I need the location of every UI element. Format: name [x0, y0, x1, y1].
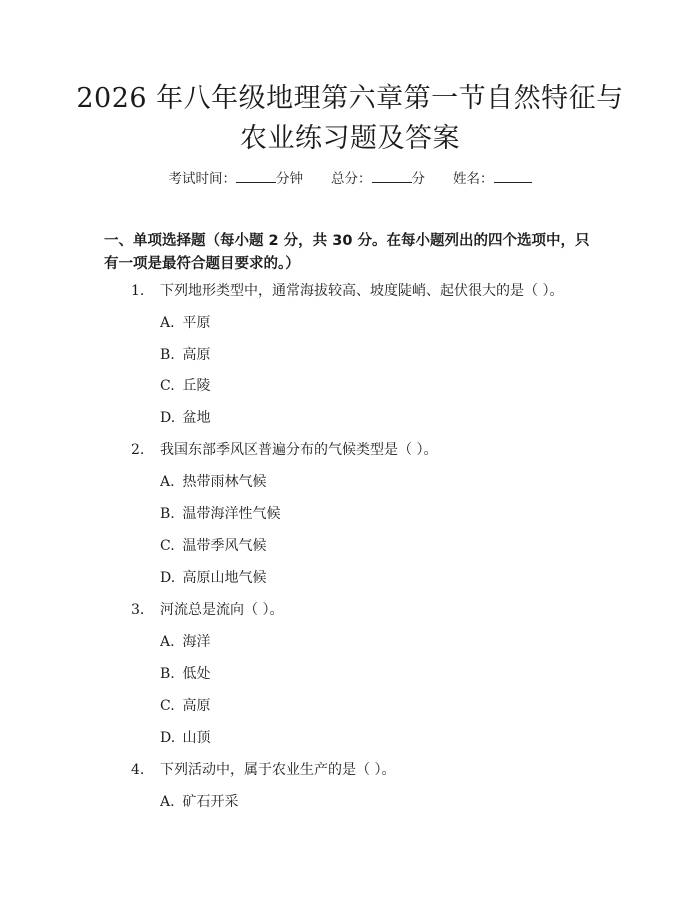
exam-info-row [0, 168, 700, 189]
option-letter: B. [160, 506, 175, 522]
option-text: 低处 [182, 666, 211, 682]
exam-time-field [169, 168, 304, 189]
option-text: 海洋 [182, 634, 211, 650]
total-score-blank[interactable] [372, 168, 412, 183]
option-text: 矿石开采 [182, 794, 239, 810]
option-text: 高原 [182, 698, 211, 714]
name-blank[interactable] [494, 168, 532, 183]
option-3d [160, 728, 210, 748]
question-number: 1. [131, 283, 145, 299]
option-letter: A. [160, 794, 175, 810]
option-1a [160, 313, 210, 333]
option-letter: D. [160, 730, 176, 746]
option-letter: C. [160, 538, 175, 554]
option-3c [160, 696, 210, 716]
question-text: 下列活动中，属于农业生产的是（ ）。 [160, 762, 396, 778]
option-2d [160, 568, 266, 588]
document-title-line-2: 农业练习题及答案 [240, 123, 460, 154]
total-score-label: 总分： [331, 171, 372, 187]
option-text: 温带海洋性气候 [182, 506, 281, 522]
option-3a [160, 632, 210, 652]
option-2c [160, 536, 266, 556]
option-text: 盆地 [182, 410, 211, 426]
option-text: 丘陵 [182, 378, 211, 394]
question-number: 3. [131, 602, 145, 618]
total-score-field [331, 168, 425, 189]
option-text: 高原山地气候 [182, 570, 267, 586]
name-label: 姓名： [453, 171, 494, 187]
section-heading: 一、单项选择题（每小题 2 分，共 30 分。在每小题列出的四个选项中，只有一项是最符合题目要求的。） [104, 233, 590, 272]
exam-time-blank[interactable] [236, 168, 276, 183]
name-field [453, 168, 532, 189]
option-text: 温带季风气候 [182, 538, 267, 554]
question-text: 下列地形类型中，通常海拔较高、坡度陡峭、起伏很大的是（ ）。 [160, 283, 564, 299]
question-number: 2. [131, 442, 145, 458]
option-letter: A. [160, 474, 175, 490]
option-text: 高原 [182, 347, 211, 363]
option-letter: B. [160, 347, 175, 363]
option-2a [160, 472, 266, 492]
option-4a [160, 792, 238, 812]
option-text: 热带雨林气候 [182, 474, 267, 490]
question-text: 河流总是流向（ ）。 [160, 602, 284, 618]
option-2b [160, 504, 280, 524]
option-1d [160, 408, 210, 428]
option-letter: D. [160, 570, 176, 586]
question-number: 4. [131, 762, 145, 778]
option-1c [160, 376, 210, 396]
total-score-unit: 分 [411, 171, 425, 187]
question-text: 我国东部季风区普遍分布的气候类型是（ ）。 [160, 442, 438, 458]
exam-time-label: 考试时间： [168, 171, 236, 187]
option-letter: A. [160, 315, 175, 331]
option-letter: D. [160, 410, 176, 426]
option-letter: B. [160, 666, 175, 682]
option-3b [160, 664, 210, 684]
option-letter: A. [160, 634, 175, 650]
option-letter: C. [160, 698, 175, 714]
document-title-line-1: 2026 年八年级地理第六章第一节自然特征与 [76, 83, 624, 114]
option-text: 平原 [182, 315, 211, 331]
option-1b [160, 345, 210, 365]
option-letter: C. [160, 378, 175, 394]
exam-time-unit: 分钟 [276, 171, 303, 187]
option-text: 山顶 [182, 730, 211, 746]
